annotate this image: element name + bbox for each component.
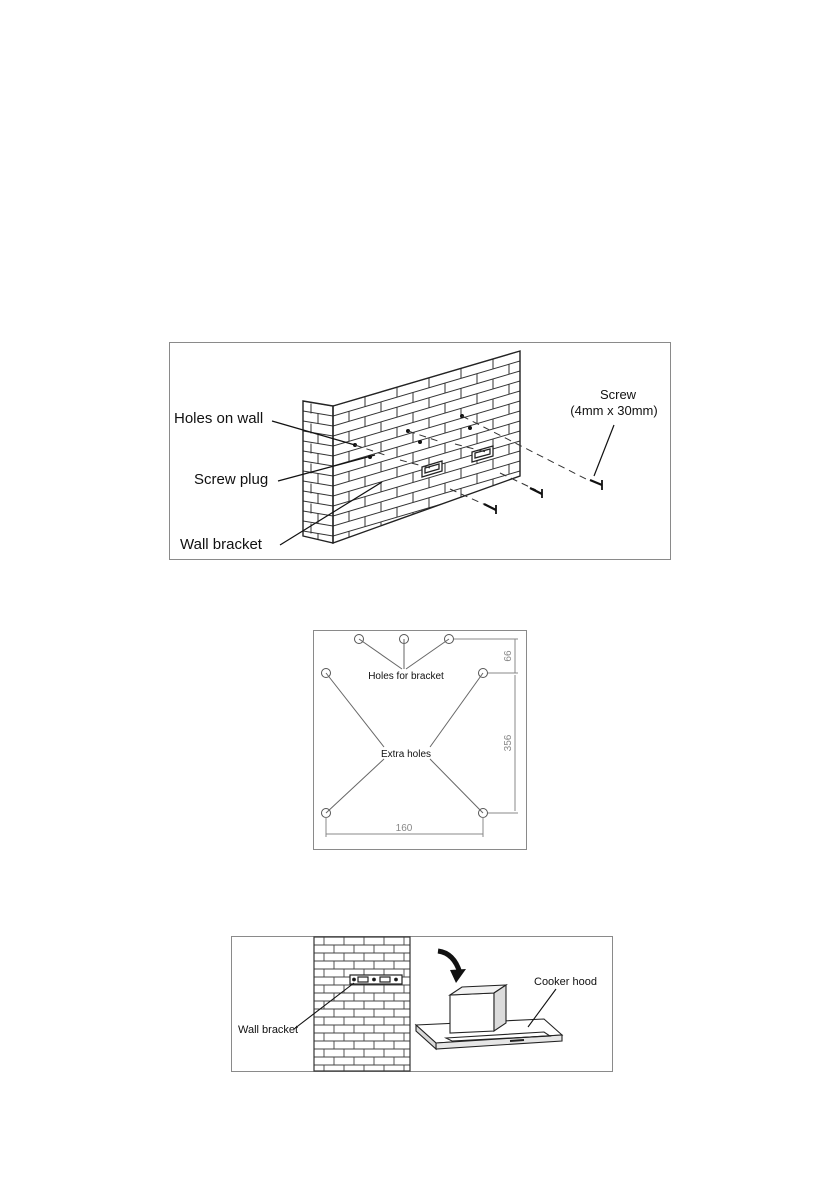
screw-plug-label: Screw plug bbox=[194, 471, 269, 488]
cooker-hood-label: Cooker hood bbox=[534, 976, 597, 988]
brick-wall-side bbox=[303, 401, 333, 556]
drilling-template-drawing bbox=[314, 631, 526, 849]
brick-column bbox=[314, 937, 410, 1073]
wall-mounting-drawing bbox=[170, 343, 670, 559]
cooker-hood-icon bbox=[416, 985, 562, 1049]
brick-wall-front bbox=[333, 351, 520, 606]
wall-mounting-diagram bbox=[169, 342, 671, 560]
lift-arrow-icon bbox=[438, 951, 466, 983]
drilling-template-diagram bbox=[313, 630, 527, 850]
wall-bracket-label-2: Wall bracket bbox=[238, 1024, 299, 1036]
holes-on-wall-label: Holes on wall bbox=[174, 410, 264, 427]
hood-hanging-diagram bbox=[231, 936, 613, 1072]
wall-bracket-label: Wall bracket bbox=[180, 536, 262, 553]
hood-hanging-drawing bbox=[232, 937, 612, 1071]
wall-bracket-mounted bbox=[350, 975, 402, 984]
dimension-lines bbox=[326, 639, 518, 837]
screw-size-label: (4mm x 30mm) bbox=[570, 403, 658, 418]
dimension-side: 356 bbox=[503, 734, 514, 752]
label-leaders bbox=[272, 421, 614, 545]
extra-holes-label: Extra holes bbox=[380, 749, 432, 760]
dimension-top: 66 bbox=[503, 650, 514, 662]
screw-icons bbox=[484, 480, 602, 514]
template-leaders bbox=[326, 639, 483, 813]
dimension-bottom: 160 bbox=[395, 823, 413, 834]
holes-for-bracket-label: Holes for bracket bbox=[368, 671, 444, 682]
screw-label: Screw bbox=[599, 387, 637, 402]
